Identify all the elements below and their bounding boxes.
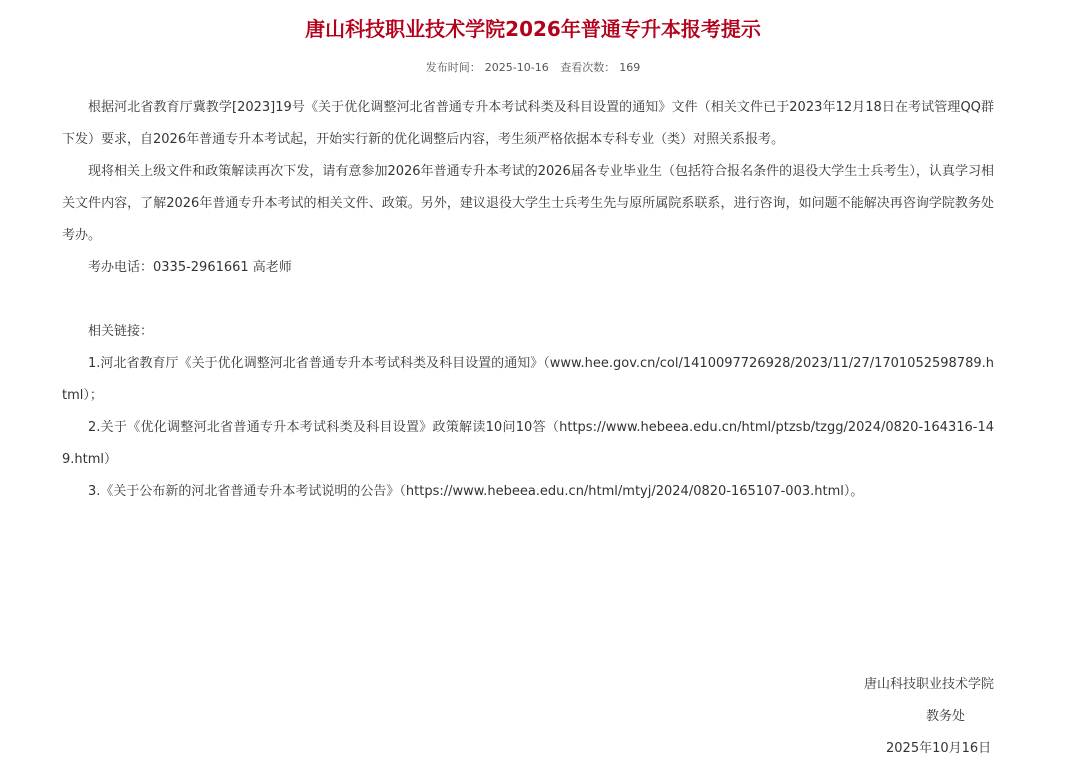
related-link-1[interactable]: 1.河北省教育厅《关于优化调整河北省普通专升本考试科类及科目设置的通知》（www.hee.gov.cn/col/1410097726928/2023/11/27/1701052598789.html）； <box>62 356 994 403</box>
spacer <box>62 284 994 316</box>
publish-label: 发布时间： <box>425 61 481 74</box>
paragraph-notice: 现将相关上级文件和政策解读再次下发，请有意参加2026年普通专升本考试的2026届各专业毕业生（包括符合报名条件的退役大学生士兵考生），认真学习相关文件内容，了解2026年普通专升本考试的相关文件、政策。另外，建议退役大学生士兵考生先与原所属院系联系，进行咨询，如问题不能解决再咨询学院教务处考办。 <box>62 164 994 243</box>
page-title: 唐山科技职业技术学院2026年普通专升本报考提示 <box>305 17 761 41</box>
links-heading: 相关链接： <box>88 324 154 339</box>
related-link-3[interactable]: 3.《关于公布新的河北省普通专升本考试说明的公告》（https://www.hebeea.edu.cn/html/mtyj/2024/0820-165107-003.html）。 <box>88 484 864 499</box>
article-body <box>62 92 994 508</box>
publish-date: 2025-10-16 <box>484 61 549 74</box>
views-label: 查看次数： <box>560 61 616 74</box>
signature-date: 2025年10月16日 <box>886 741 992 756</box>
publish-time <box>424 61 551 74</box>
signature-department: 教务处 <box>926 709 966 724</box>
related-link-2[interactable]: 2.关于《优化调整河北省普通专升本考试科类及科目设置》政策解读10问10答（https://www.hebeea.edu.cn/html/ptzsb/tzgg/2024/0820-164316-149.html） <box>62 420 994 467</box>
view-count <box>558 61 642 74</box>
views-value: 169 <box>619 61 641 74</box>
contact-info: 考办电话：0335-2961661 高老师 <box>88 260 292 275</box>
article-meta <box>0 60 1066 76</box>
paragraph-intro: 根据河北省教育厅冀教学[2023]19号《关于优化调整河北省普通专升本考试科类及科目设置的通知》文件（相关文件已于2023年12月18日在考试管理QQ群下发）要求，自2026年普通专升本考试起，开始实行新的优化调整后内容，考生须严格依据本专科专业（类）对照关系报考。 <box>62 100 994 147</box>
signature-school: 唐山科技职业技术学院 <box>864 677 995 692</box>
